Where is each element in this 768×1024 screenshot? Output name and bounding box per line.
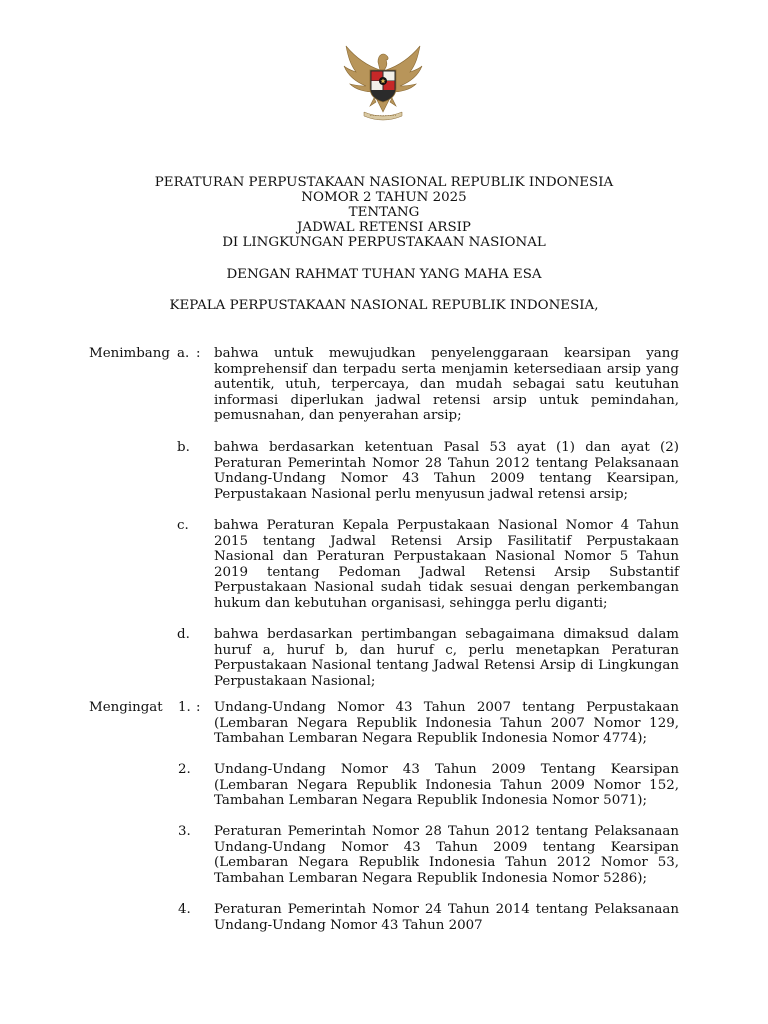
- regulation-subject: JADWAL RETENSI ARSIP: [297, 220, 471, 235]
- issuing-authority: KEPALA PERPUSTAKAAN NASIONAL REPUBLIK INDONESIA,: [169, 298, 599, 313]
- item-marker: 2.: [178, 762, 191, 777]
- item-marker: b.: [177, 440, 190, 455]
- item-text: Peraturan Pemerintah Nomor 28 Tahun 2012 tentang Pelaksanaan Undang-Undang Nomor 43 Tahun 2009 tentang Kearsipan (Lembaran Negara Republik Indonesia Tahun 2012 Nomor 53, Tambahan Lembaran Negara Republik Indonesia Nomor 5286);: [214, 824, 679, 886]
- garuda-emblem-icon: [340, 40, 426, 122]
- legal-basis-item-4: [178, 902, 679, 933]
- consideration-item-c: [177, 518, 679, 611]
- item-text: Peraturan Pemerintah Nomor 24 Tahun 2014 tentang Pelaksanaan Undang-Undang Nomor 43 Tahun 2007: [214, 902, 679, 933]
- menimbang-label: Menimbang: [89, 346, 170, 361]
- item-marker: 1.: [178, 700, 191, 715]
- regulation-about: TENTANG: [348, 205, 420, 220]
- item-marker: d.: [177, 627, 190, 642]
- grace-phrase: DENGAN RAHMAT TUHAN YANG MAHA ESA: [226, 267, 542, 282]
- item-marker: c.: [177, 518, 189, 533]
- regulation-number: NOMOR 2 TAHUN 2025: [301, 190, 467, 205]
- mengingat-colon: :: [196, 700, 201, 715]
- menimbang-colon: :: [196, 346, 201, 361]
- item-marker: 3.: [178, 824, 191, 839]
- legal-basis-item-1: [178, 700, 679, 747]
- item-text: bahwa Peraturan Kepala Perpustakaan Nasional Nomor 4 Tahun 2015 tentang Jadwal Retensi Arsip Fasilitatif Perpustakaan Nasional dan Peraturan Perpustakaan Nasional Nomor 5 Tahun 2019 tentang Pedoman Jadwal Retensi Arsip Substantif Perpustakaan Nasional sudah tidak sesuai dengan perkembangan hukum dan kebutuhan organisasi, sehingga perlu diganti;: [214, 518, 679, 611]
- mengingat-label: Mengingat: [89, 700, 163, 715]
- item-marker: 4.: [178, 902, 191, 917]
- legal-basis-item-3: [178, 824, 679, 886]
- legal-basis-item-2: [178, 762, 679, 809]
- consideration-item-b: [177, 440, 679, 502]
- item-text: Undang-Undang Nomor 43 Tahun 2009 Tentang Kearsipan (Lembaran Negara Republik Indonesia Tahun 2009 Nomor 152, Tambahan Lembaran Negara Republik Indonesia Nomor 5071);: [214, 762, 679, 809]
- consideration-item-a: [177, 346, 679, 424]
- item-text: bahwa berdasarkan pertimbangan sebagaimana dimaksud dalam huruf a, huruf b, dan huruf c, perlu menetapkan Peraturan Perpustakaan Nasional tentang Jadwal Retensi Arsip di Lingkungan Perpustakaan Nasional;: [214, 627, 679, 689]
- item-marker: a.: [177, 346, 190, 361]
- regulation-title: PERATURAN PERPUSTAKAAN NASIONAL REPUBLIK INDONESIA: [154, 175, 614, 190]
- regulation-subject-scope: DI LINGKUNGAN PERPUSTAKAAN NASIONAL: [222, 235, 546, 250]
- item-text: bahwa untuk mewujudkan penyelenggaraan kearsipan yang komprehensif dan terpadu serta menjamin ketersediaan arsip yang autentik, utuh, terpercaya, dan mudah sebagai satu keutuhan informasi diperlukan jadwal retensi arsip untuk pemindahan, pemusnahan, dan penyerahan arsip;: [214, 346, 679, 424]
- item-text: bahwa berdasarkan ketentuan Pasal 53 ayat (1) dan ayat (2) Peraturan Pemerintah Nomor 28 Tahun 2012 tentang Pelaksanaan Undang-Undang Nomor 43 Tahun 2009 tentang Kearsipan, Perpustakaan Nasional perlu menyusun jadwal retensi arsip;: [214, 440, 679, 502]
- consideration-item-d: [177, 627, 679, 689]
- item-text: Undang-Undang Nomor 43 Tahun 2007 tentang Perpustakaan (Lembaran Negara Republik Indonesia Tahun 2007 Nomor 129, Tambahan Lembaran Negara Republik Indonesia Nomor 4774);: [214, 700, 679, 747]
